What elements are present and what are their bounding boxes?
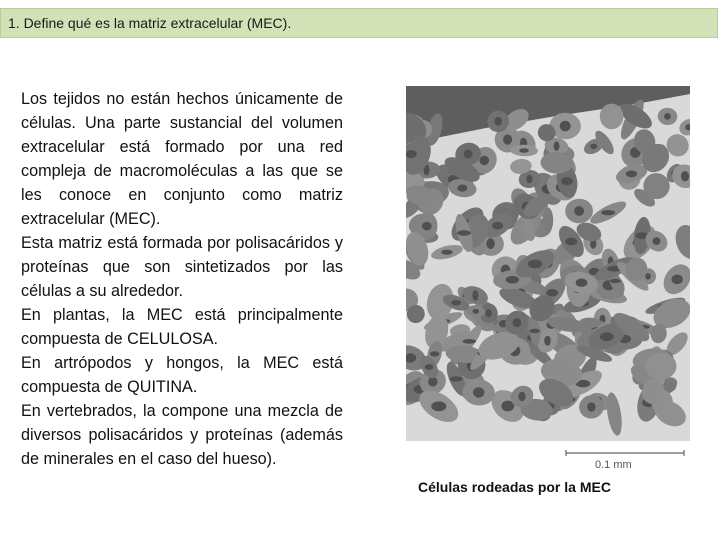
cell-nucleus [681,171,689,181]
cell-nucleus [561,177,573,185]
cell-nucleus [425,364,434,370]
cell-nucleus [576,279,588,287]
cell-nucleus [428,377,437,387]
cell-nucleus [473,309,480,314]
cell-nucleus [653,237,661,245]
cell-nucleus [450,376,463,381]
cell-nucleus [506,276,519,284]
cell-nucleus [601,210,615,215]
cell-nucleus [451,300,461,305]
slide-header [0,8,718,38]
micrograph-image [406,86,690,474]
cell-nucleus [441,250,452,255]
paragraph: En plantas, la MEC está principalmente compuesta de CELULOSA. [21,306,343,348]
cell-nucleus [513,318,522,327]
cell-nucleus [609,279,621,283]
paragraph: En vertebrados, la compone una mezcla de diversos polisacáridos y proteínas (además de minerales en el caso del hueso). [21,402,343,468]
cell-nucleus [519,148,529,153]
cell-nucleus [554,141,560,151]
cell-nucleus [463,339,477,344]
cell-nucleus [518,392,525,401]
cell-nucleus [430,351,439,356]
cell-nucleus [560,121,571,132]
cell-nucleus [546,289,558,297]
cell-nucleus [526,175,532,184]
cell-nucleus [492,222,503,230]
cell-nucleus [480,156,490,166]
cell-nucleus [503,134,512,144]
cell-nucleus [544,336,551,346]
cell-nucleus [473,387,484,397]
cell-nucleus [485,309,491,317]
cell-nucleus [472,290,478,300]
cell-nucleus [457,185,467,192]
cell-nucleus [587,402,596,411]
cell-nucleus [574,206,584,216]
cell-nucleus [406,150,417,158]
micrograph-drawing [406,86,690,474]
slide-title: 1. Define qué es la matriz extracelular (MEC). [8,15,292,31]
cell-nucleus [528,260,543,269]
cell-nucleus [457,230,471,235]
cell-nucleus [431,401,446,411]
cell-nucleus [530,329,540,333]
cell-nucleus [672,275,683,285]
paragraph: En artrópodos y hongos, la MEC está compuesta de QUITINA. [21,354,343,396]
cell-nucleus [494,117,502,126]
paragraph: Esta matriz está formada por polisacáridos y proteínas que son sintetizados por las células a su alrededor. [21,234,343,300]
figure-caption: Células rodeadas por la MEC [418,479,611,495]
body-text [21,87,343,471]
cell-nucleus [664,113,671,120]
cell-nucleus [486,238,494,249]
cell-nucleus [422,222,432,231]
cell-nucleus [464,150,473,159]
scale-bar-area [406,441,690,474]
cell-nucleus [645,273,651,279]
cell-nucleus [565,238,577,246]
scale-bar-label: 0.1 mm [595,459,632,471]
cell-nucleus [600,332,614,341]
cell-nucleus [590,144,597,149]
cell-nucleus [626,171,637,178]
paragraph: Los tejidos no están hechos únicamente de células. Una parte sustancial del volumen extracelular está formado por una red compleja de macromoléculas a las que se les conoce en conjunto como matriz extracelular (MEC). [21,90,343,228]
